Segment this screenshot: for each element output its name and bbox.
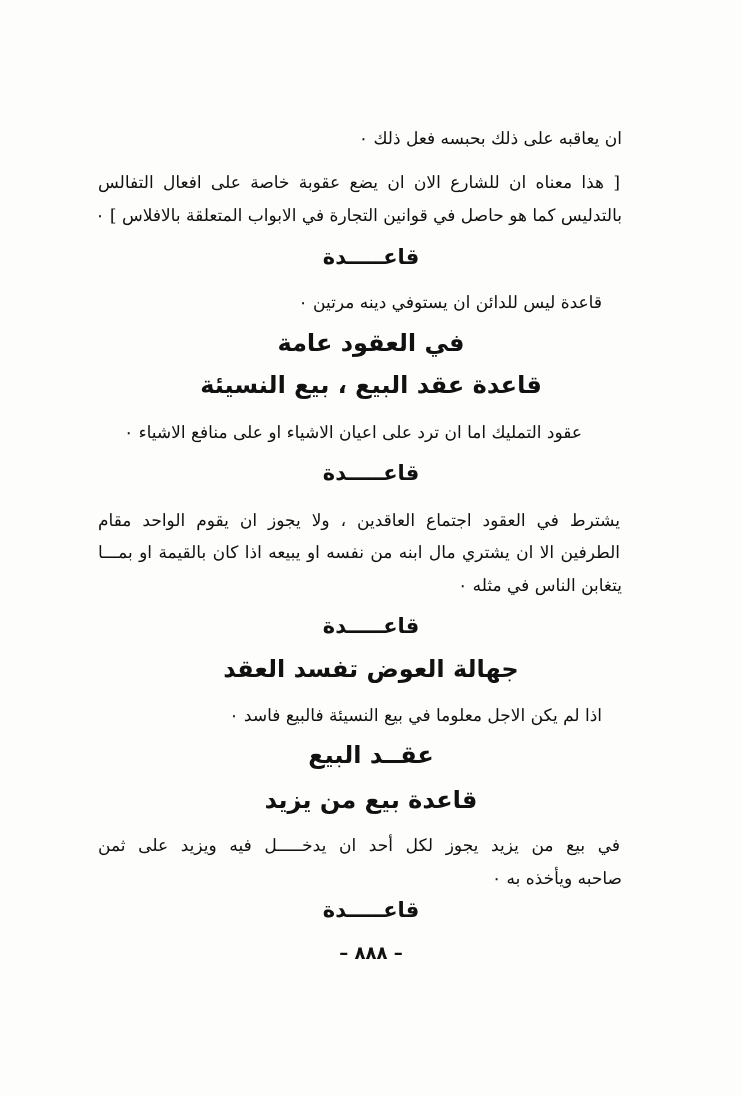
text-line-1: ان يعاقبه على ذلك بحبسه فعل ذلك ٠ <box>358 129 622 149</box>
text-line-10: في بيع من يزيد يجوز لكل أحد ان يدخـــــل فيه ويزيد على ثمن <box>98 836 620 856</box>
page-number: – ٨٨٨ – <box>339 943 403 964</box>
section-heading-rule: قاعـــــدة <box>322 898 420 922</box>
text-line-4: قاعدة ليس للدائن ان يستوفي دينه مرتين ٠ <box>298 293 602 313</box>
text-line-9: اذا لم يكن الاجل معلوما في بيع النسيئة فالبيع فاسد ٠ <box>229 706 602 726</box>
text-line-6: يشترط في العقود اجتماع العاقدين ، ولا يجوز ان يقوم الواحد مقام <box>98 511 620 531</box>
section-heading-sale: عقــد البيع <box>308 741 434 769</box>
section-heading-price-uncertainty: جهالة العوض تفسد العقد <box>223 655 519 683</box>
text-line-8: يتغابن الناس في مثله ٠ <box>458 576 622 596</box>
section-heading-contracts: في العقود عامة <box>277 329 465 357</box>
text-line-11: صاحبه ويأخذه به ٠ <box>491 869 622 889</box>
text-line-3: بالتدليس كما هو حاصل في قوانين التجارة في الابواب المتعلقة بالافلاس ] ٠ <box>95 206 622 226</box>
section-heading-rule: قاعـــــدة <box>322 614 420 638</box>
text-line-2: [ هذا معناه ان للشارع الان ان يضع عقوبة خاصة على افعال التفالس <box>98 173 620 193</box>
section-heading-sale-contract: قاعدة عقد البيع ، بيع النسيئة <box>200 371 542 399</box>
text-line-7: الطرفين الا ان يشتري مال ابنه من نفسه او يبيعه اذا كان بالقيمة او بمـــا <box>98 543 620 563</box>
text-line-5: عقود التمليك اما ان ترد على اعيان الاشياء او على منافع الاشياء ٠ <box>124 423 582 443</box>
section-heading-rule: قاعـــــدة <box>322 245 420 269</box>
section-heading-auction: قاعدة بيع من يزيد <box>264 786 478 814</box>
section-heading-rule: قاعـــــدة <box>322 461 420 485</box>
